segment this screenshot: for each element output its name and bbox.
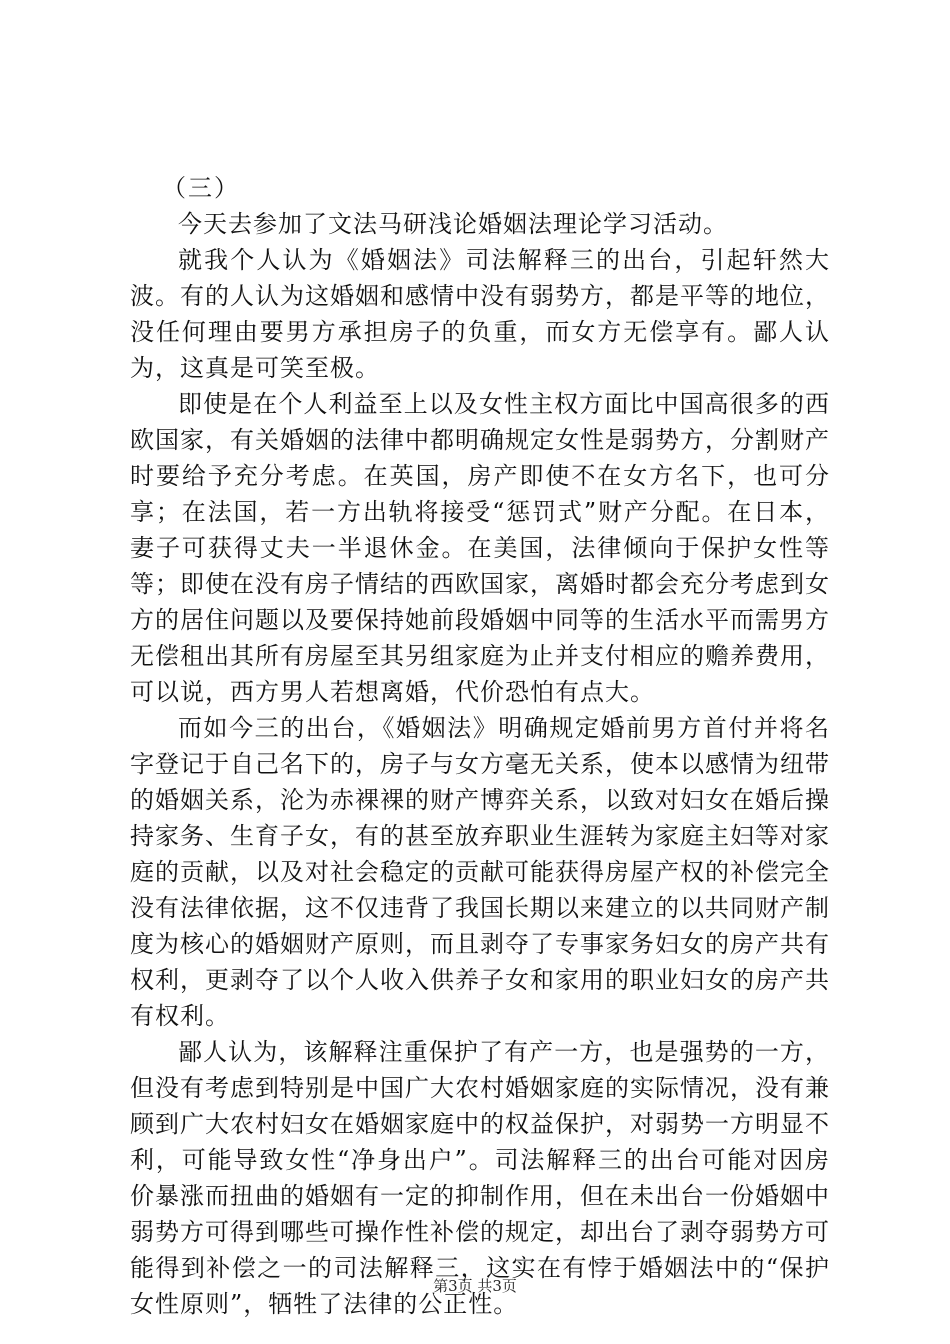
paragraph-4: 而如今三的出台，《婚姻法》明确规定婚前男方首付并将名字登记于自己名下的，房子与女方毫无关系，使本以感情为纽带的婚姻关系，沦为赤裸裸的财产博弈关系，以致对妇女在婚后操持家务、生育子女，有的甚至放弃职业生涯转为家庭主妇等对家庭的贡献，以及对社会稳定的贡献可能获得房屋产权的补偿完全没有法律依据，这不仅违背了我国长期以来建立的以共同财产制度为核心的婚姻财产原则，而且剥夺了专事家务妇女的房产共有权利，更剥夺了以个人收入供养子女和家用的职业妇女的房产共有权利。 <box>130 714 830 1030</box>
paragraph-1: 今天去参加了文法马研浅论婚姻法理论学习活动。 <box>178 210 728 238</box>
page-footer: 第3页 共3页 <box>433 1277 517 1295</box>
paragraph-3: 即使是在个人利益至上以及女性主权方面比中国高很多的西欧国家，有关婚姻的法律中都明确规定女性是弱势方，分割财产时要给予充分考虑。在英国，房产即使不在女方名下，也可分享；在法国，若一方出轨将接受“惩罚式”财产分配。在日本，妻子可获得丈夫一半退休金。在美国，法律倾向于保护女性等等；即使在没有房子情结的西欧国家，离婚时都会充分考虑到女方的居住问题以及要保持她前段婚姻中同等的生活水平而需男方无偿租出其所有房屋至其另组家庭为止并支付相应的赡养费用，可以说，西方男人若想离婚，代价恐怕有点大。 <box>130 390 830 706</box>
paragraph-5: 鄙人认为，该解释注重保护了有产一方，也是强势的一方，但没有考虑到特别是中国广大农村婚姻家庭的实际情况，没有兼顾到广大农村妇女在婚姻家庭中的权益保护，对弱势一方明显不利，可能导致女性“净身出户”。司法解释三的出台可能对因房价暴涨而扭曲的婚姻有一定的抑制作用，但在未出台一份婚姻中弱势方可得到哪些可操作性补偿的规定，却出台了剥夺弱势方可能得到补偿之一的司法解释三，这实在有悖于婚姻法中的“保护女性原则”，牺牲了法律的公正性。 <box>130 1038 830 1318</box>
section-heading: （三） <box>162 174 240 202</box>
paragraph-2: 就我个人认为《婚姻法》司法解释三的出台，引起轩然大波。有的人认为这婚姻和感情中没有弱势方，都是平等的地位，没任何理由要男方承担房子的负重，而女方无偿享有。鄙人认为，这真是可笑至极。 <box>130 246 830 382</box>
document-body <box>130 170 830 1322</box>
